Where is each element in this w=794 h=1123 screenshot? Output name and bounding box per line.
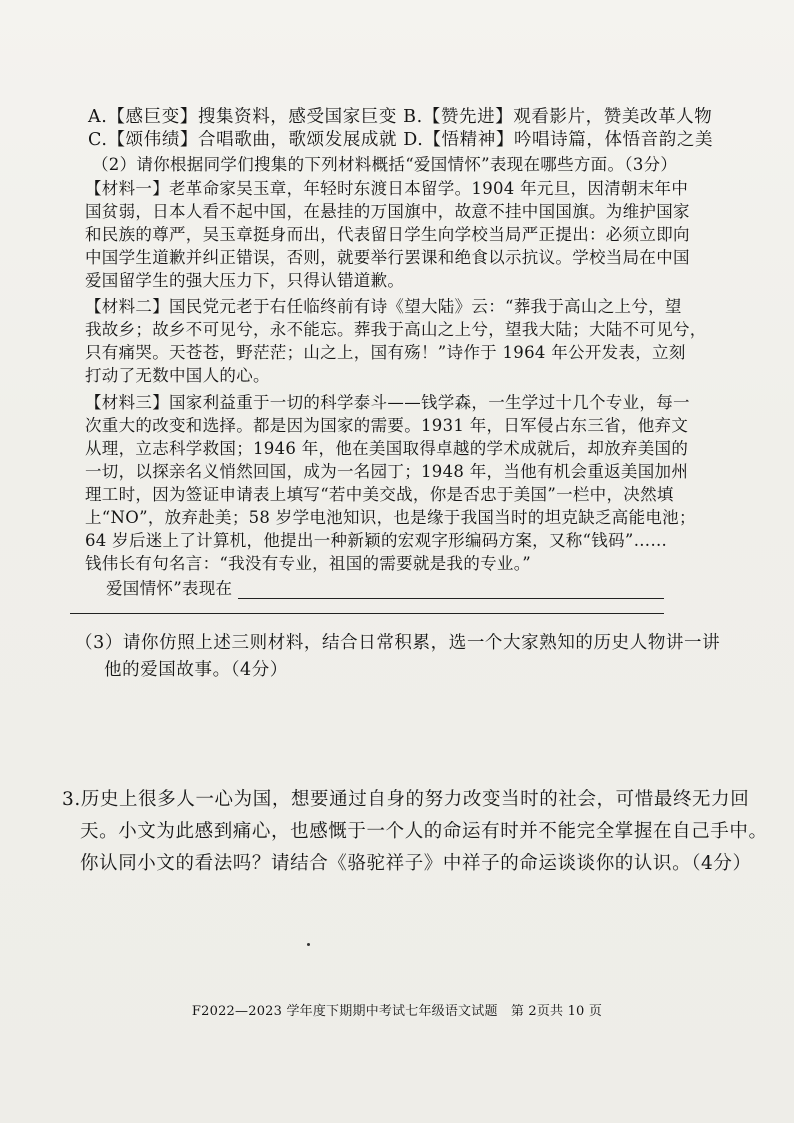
material-2-line: 我故乡；故乡不可见兮，永不能忘。葬我于高山之上兮，望我大陆；大陆不可见兮，: [85, 320, 707, 339]
material-1-line: 【材料一】老革命家吴玉章，年轻时东渡日本留学。1904 年元旦，因清朝末年中: [85, 179, 689, 198]
material-3-line: 一切，以探亲名义悄然回国，成为一名园丁；1948 年，当他有机会重返美国加州: [85, 462, 689, 481]
option-line-ab: A.【感巨变】搜集资料，感受国家巨变 B.【赞先进】观看影片，赞美改革人物: [88, 107, 713, 127]
material-1-line: 中国学生道歉并纠正错误，否则，就要举行罢课和绝食以示抗议。学校当局在中国: [85, 248, 690, 267]
answer-label: 爱国情怀”表现在: [106, 579, 233, 598]
material-2-line: 只有痛哭。天苍苍，野茫茫；山之上，国有殇！”诗作于 1964 年公开发表，立刻: [85, 343, 686, 362]
option-line-cd: C.【颂伟绩】合唱歌曲，歌颂发展成就 D.【悟精神】吟唱诗篇，体悟音韵之美: [88, 130, 714, 150]
material-3-line: 次重大的改变和选择。都是因为国家的需要。1931 年，日军侵占东三省，他弃文: [85, 416, 689, 435]
question-3-line: 天。小文为此感到痛心，也感慨于一个人的命运有时并不能完全掌握在自己手中。: [80, 821, 768, 842]
question-3-line: 3.历史上很多人一心为国，想要通过自身的努力改变当时的社会，可惜最终无力回: [62, 789, 750, 810]
material-3-line: 上“NO”，放弃赴美；58 岁学电池知识，也是缘于我国当时的坦克缺乏高能电池；: [85, 508, 696, 527]
stray-dot: [307, 943, 310, 946]
answer-blank-line[interactable]: [238, 598, 664, 599]
question-3-line: 你认同小文的看法吗？请结合《骆驼祥子》中祥子的命运谈谈你的认识。（4分）: [80, 853, 752, 874]
material-3-line: 从理，立志科学救国；1946 年，他在美国取得卓越的学术成就后，却放弃美国的: [85, 439, 689, 458]
material-3-line: 理工时，因为签证申请表上填写“若中美交战，你是否忠于美国”一栏中，决然填: [85, 485, 674, 504]
material-3-line: 钱伟长有句名言：“我没有专业，祖国的需要就是我的专业。”: [85, 554, 532, 573]
page-footer: F2022—2023 学年度下期期中考试七年级语文试题 第 2页共 10 页: [191, 1004, 603, 1019]
material-2-line: 【材料二】国民党元老于右任临终前有诗《望大陆》云：“葬我于高山之上兮，望: [85, 297, 682, 316]
question-2-3-line: 他的爱国故事。（4分）: [104, 660, 288, 680]
question-2-2-prompt: （2）请你根据同学们搜集的下列材料概括“爱国情怀”表现在哪些方面。（3分）: [92, 155, 678, 174]
answer-blank-line[interactable]: [70, 613, 664, 614]
material-2-line: 打动了无数中国人的心。: [85, 366, 270, 385]
material-1-line: 和民族的尊严，吴玉章挺身而出，代表留日学生向学校当局严正提出：必须立即向: [85, 225, 690, 244]
material-1-line: 爱国留学生的强大压力下，只得认错道歉。: [85, 271, 405, 290]
material-3-line: 【材料三】国家利益重于一切的科学泰斗——钱学森，一生学过十几个专业，每一: [85, 393, 690, 412]
material-1-line: 国贫弱，日本人看不起中国，在悬挂的万国旗中，故意不挂中国国旗。为维护国家: [85, 202, 690, 221]
material-3-line: 64 岁后迷上了计算机，他提出一种新颖的宏观字形编码方案，又称“钱码”……: [85, 531, 668, 550]
question-2-3-line: （3）请你仿照上述三则材料，结合日常积累，选一个大家熟知的历史人物讲一讲: [75, 633, 721, 653]
